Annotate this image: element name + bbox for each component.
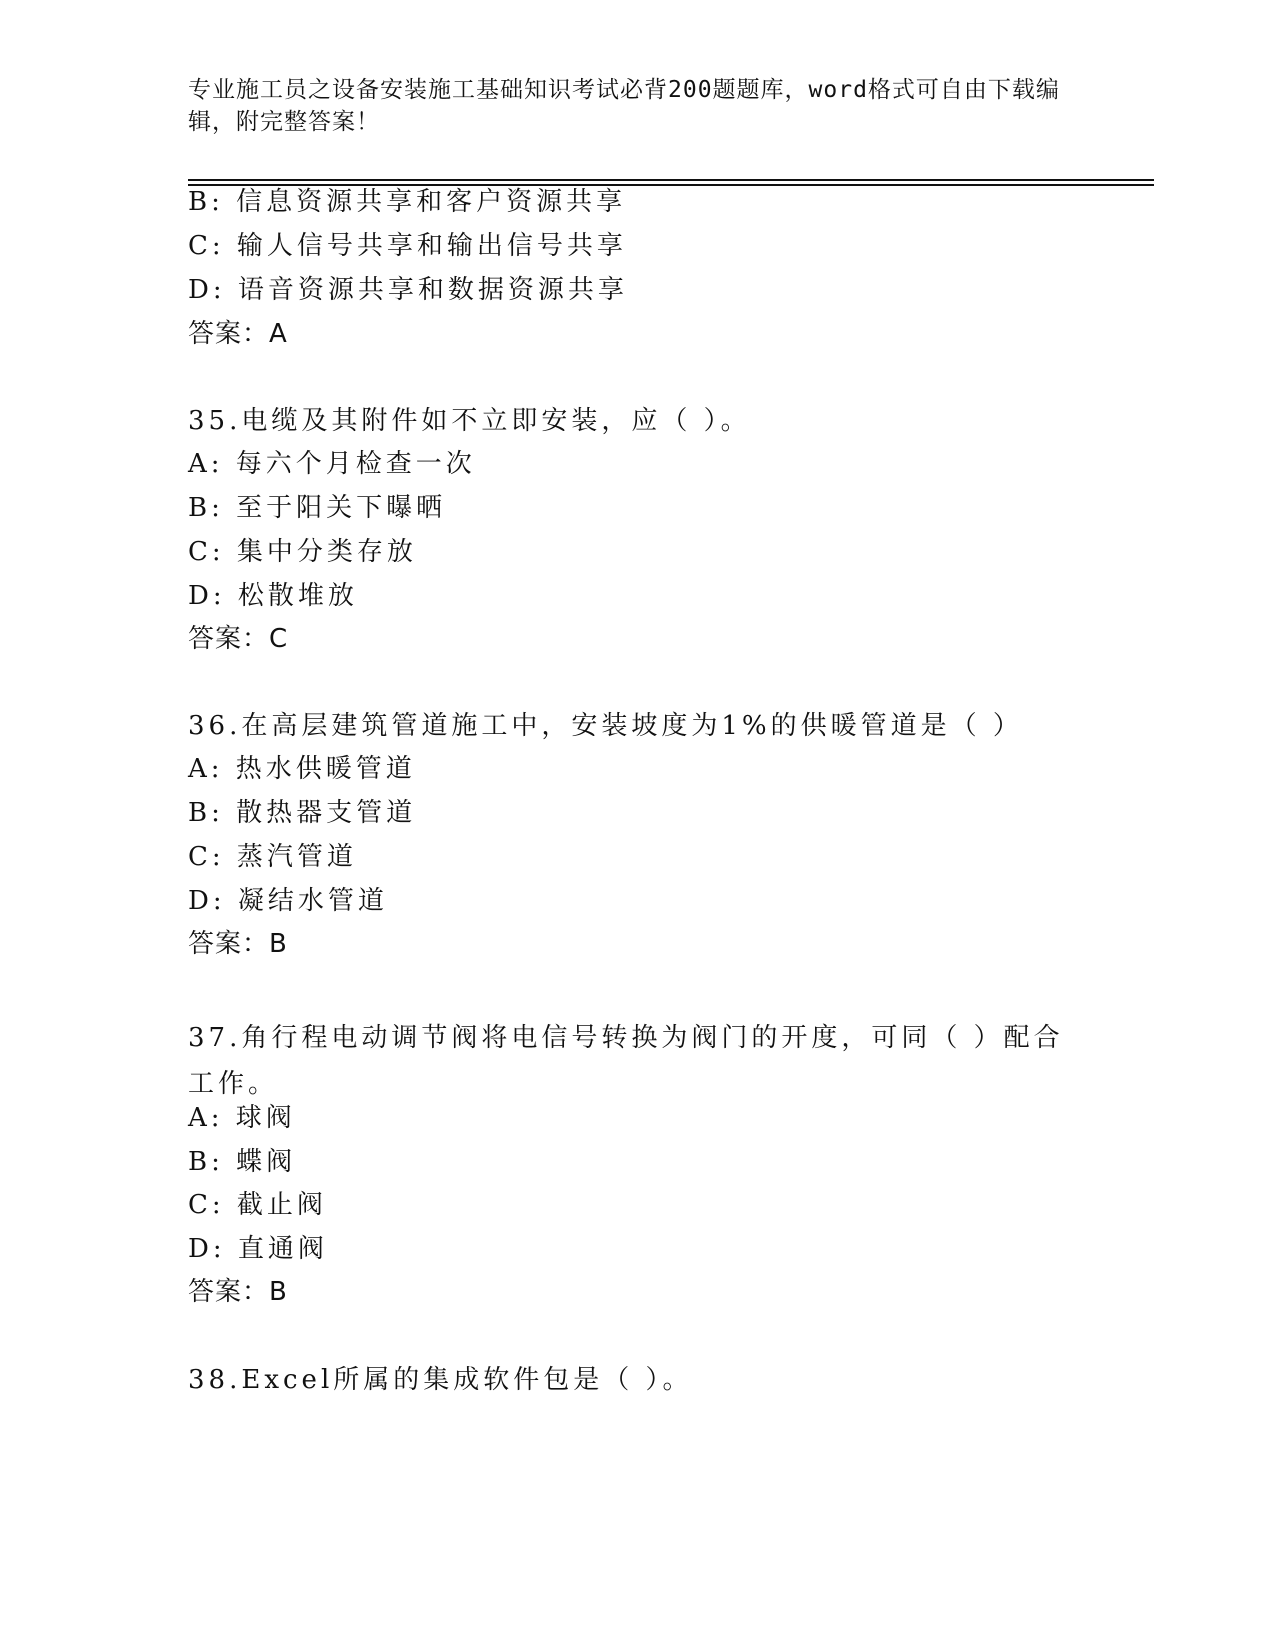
q35-option-d: D: 松散堆放 bbox=[188, 581, 358, 611]
q35-option-c: C: 集中分类存放 bbox=[188, 537, 417, 567]
q37-option-b: B: 蝶阀 bbox=[188, 1147, 297, 1177]
q37-option-a: A: 球阀 bbox=[188, 1103, 296, 1133]
q36-option-b: B: 散热器支管道 bbox=[188, 798, 417, 828]
q36-option-d: D: 凝结水管道 bbox=[188, 886, 388, 916]
q36-answer: 答案：B bbox=[188, 929, 288, 959]
document-header: 专业施工员之设备安装施工基础知识考试必背200题题库，word格式可自由下载编辑，附完整答案！ bbox=[188, 77, 1060, 135]
q34-option-c: C: 输人信号共享和输出信号共享 bbox=[188, 231, 627, 261]
q35-question: 35.电缆及其附件如不立即安装，应（ ）。 bbox=[188, 406, 751, 436]
q37-question: 37.角行程电动调节阀将电信号转换为阀门的开度，可同（ ）配合工作。 bbox=[188, 1023, 1064, 1099]
q34-option-b: B: 信息资源共享和客户资源共享 bbox=[188, 187, 627, 217]
q34-answer: 答案：A bbox=[188, 319, 288, 349]
q35-answer: 答案：C bbox=[188, 624, 289, 654]
q38-question: 38.Excel所属的集成软件包是（ ）。 bbox=[188, 1365, 693, 1395]
q35-option-a: A: 每六个月检查一次 bbox=[188, 449, 476, 479]
q37-answer: 答案：B bbox=[188, 1277, 288, 1307]
q36-question: 36.在高层建筑管道施工中，安装坡度为1%的供暖管道是（ ） bbox=[188, 711, 1023, 741]
q35-option-b: B: 至于阳关下曝晒 bbox=[188, 493, 447, 523]
q34-option-d: D: 语音资源共享和数据资源共享 bbox=[188, 275, 628, 305]
header-divider-top bbox=[188, 179, 1154, 181]
q37-option-d: D: 直通阀 bbox=[188, 1234, 328, 1264]
q36-option-c: C: 蒸汽管道 bbox=[188, 842, 357, 872]
q37-option-c: C: 截止阀 bbox=[188, 1190, 327, 1220]
q36-option-a: A: 热水供暖管道 bbox=[188, 754, 416, 784]
